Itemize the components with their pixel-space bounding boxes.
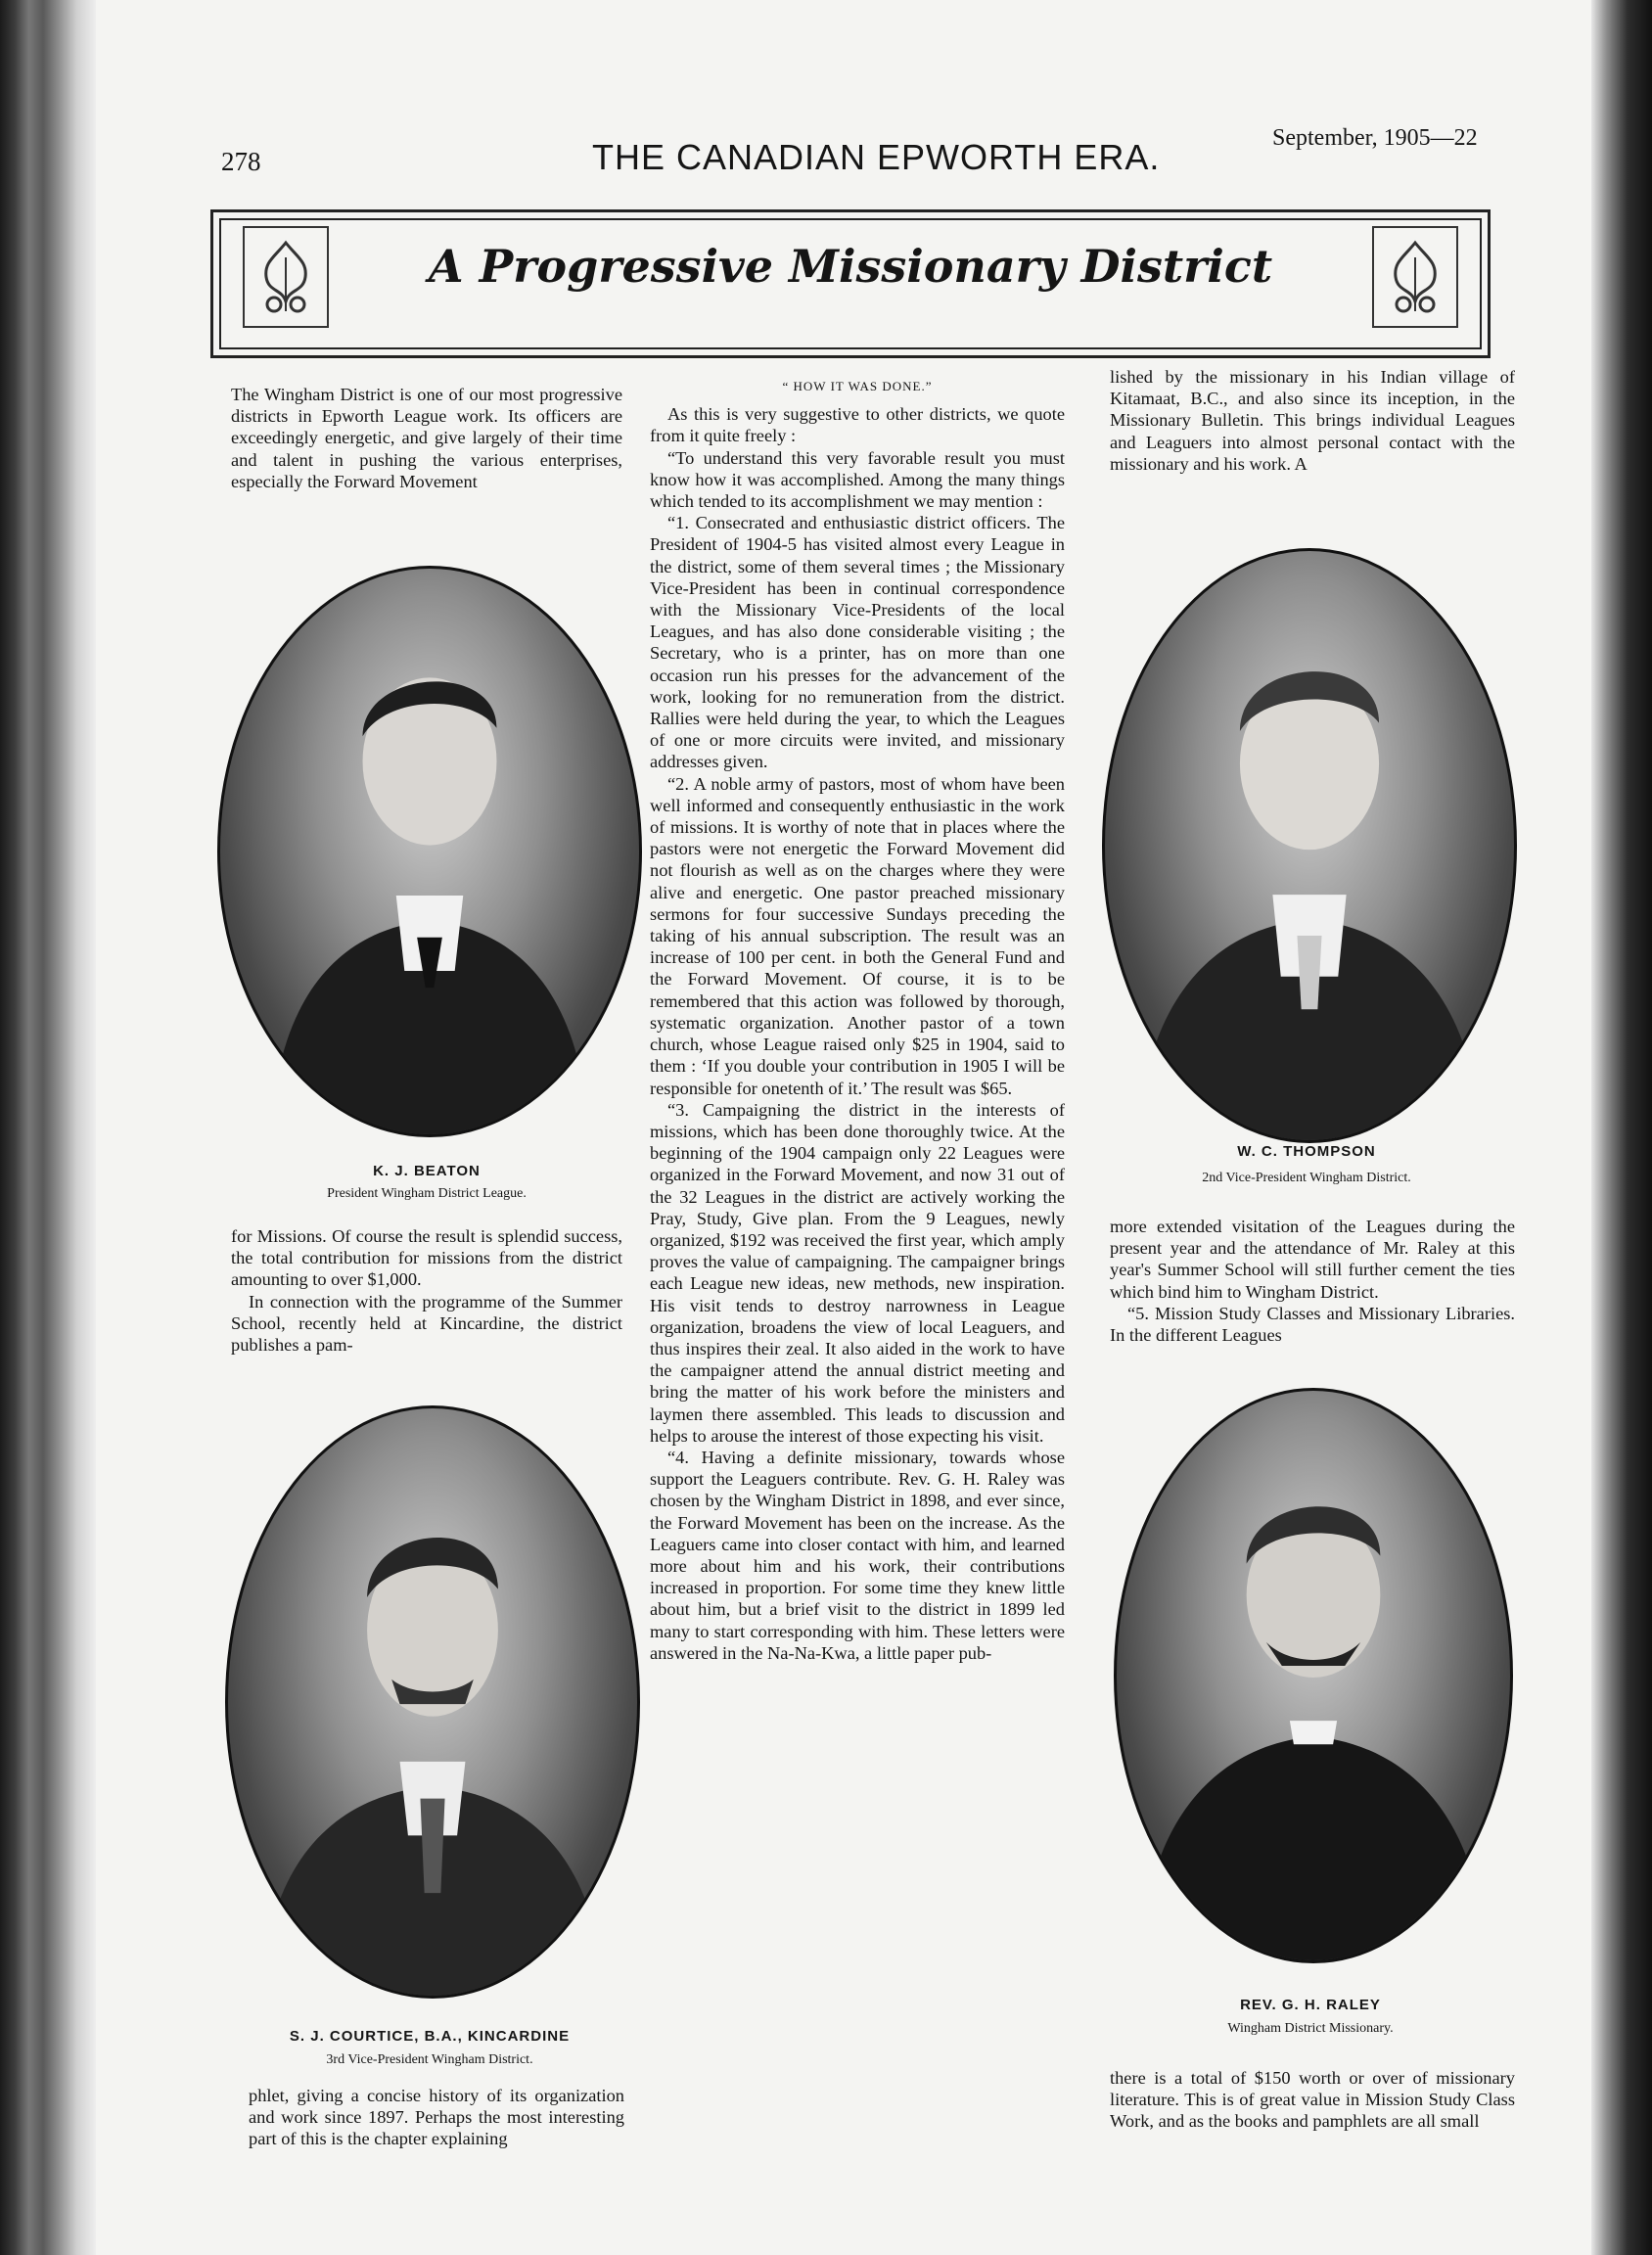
col3-mid: more extended visitation of the Leagues during the present year and the attendance of Mr. Raley at this year's Summer School will still further cement the ties which bind him to Wingham District. “5. Mission Study Classes and Missionary Libraries. In the different Leagues (1110, 1217, 1515, 1346)
col1-end: phlet, giving a concise history of its organization and work since 1897. Perhaps the most interesting part of this is the chapter explaining (249, 2086, 624, 2149)
portrait-raley (1114, 1388, 1513, 1963)
article-title: A Progressive Missionary District (428, 240, 1273, 293)
next-page-edge (1591, 0, 1652, 2255)
caption-role-raley: Wingham District Missionary. (1227, 2021, 1394, 2036)
ornament-right-icon (1372, 226, 1458, 328)
caption-role-thompson: 2nd Vice-President Wingham District. (1202, 1171, 1411, 1185)
caption-role-courtice: 3rd Vice-President Wingham District. (326, 2052, 533, 2067)
portrait-courtice (225, 1405, 640, 1999)
col3-end: there is a total of $150 worth or over of missionary literature. This is of great value in Mission Study Class Work, and as the books and pamphlets are all small (1110, 2068, 1515, 2132)
page-number: 278 (221, 147, 261, 176)
book-spine (0, 0, 96, 2255)
col1-intro: The Wingham District is one of our most progressive districts in Epworth League work. Its officers are exceedingly energetic, and give largely of their time and talent in pushing the various enterprises, especially the Forward Movement (231, 385, 622, 491)
issue-date: September, 1905—22 (1272, 125, 1478, 151)
portrait-beaton (217, 566, 642, 1137)
title-box (210, 209, 1491, 358)
portrait-thompson (1102, 548, 1517, 1143)
journal-title: THE CANADIAN EPWORTH ERA. (592, 137, 1161, 177)
caption-role-beaton: President Wingham District League. (327, 1186, 527, 1201)
caption-name-courtice: S. J. COURTICE, B.A., KINCARDINE (289, 2028, 571, 2045)
col3-intro: lished by the missionary in his Indian village of Kitamaat, B.C., and also since its inception, in the Missionary Bulletin. This brings individual Leagues and Leaguers into almost personal contact with the missionary and his work. A (1110, 367, 1515, 474)
caption-name-raley: REV. G. H. RALEY (1240, 1997, 1381, 2013)
page (96, 0, 1591, 2255)
caption-name-beaton: K. J. BEATON (373, 1163, 481, 1179)
caption-name-thompson: W. C. THOMPSON (1237, 1143, 1376, 1160)
col2-text: “ HOW IT WAS DONE.” As this is very suggestive to other districts, we quote from it quite freely : “To understand this very favorable result you must know how it was accomplished. Among the many things which tended to its accomplishment we may mention : “1. Consecrated and enthusiastic district officers. The President of 1904-5 has visited almost every League in the district, some of them several times ; the Missionary Vice-President has been in continual correspondence with the Missionary Vice-Presidents of the local Leagues, and has also done considerable visiting ; the Secretary, who is a printer, has on more than one occasion run his presses for the advancement of the work, looking for no remuneration from the district. Rallies were held during the year, to which the Leagues of one or more circuits were invited, and missionary addresses given. “2. A noble army of pastors, most of whom have been well informed and consequently enthusiastic in the work of missions. It is worthy of note that in places where the pastors were not energetic the Forward Movement did not flourish as well as on the charges where they were alive and energetic. One pastor preached missionary sermons for four successive Sundays preceding the taking of his annual subscription. The result was an increase of 100 per cent. in both the General Fund and the Forward Movement. Of course, it is to be remembered that this action was followed by thorough, systematic organization. Another pastor of a town church, whose League raised only $25 in 1904, said to them : ‘If you double your contribution in 1905 I will be responsible for onetenth of it.’ The result was $65. “3. Campaigning the district in the interests of missions, which has been done thoroughly twice. At the beginning of the 1904 campaign only 22 Leagues were organized in the Forward Movement, and now 31 out of the 32 Leagues in the district are actively working the Pray, Study, Give plan. From the 9 Leagues, newly organized, $192 was received the first year, which amply proves the value of campaigning. The campaigner brings each League new ideas, new methods, new inspiration. His visit tends to destroy narrowness in League organization, broadens the view of local Leaguers, and thus inspires their zeal. It also aided in the work to have the campaigner attend the annual district meeting and bring the matter of his work before the ministers and laymen there assembled. This leads to discussion and helps to arouse the interest of those expecting his visit. “4. Having a definite missionary, towards whose support the Leaguers contribute. Rev. G. H. Raley was chosen by the Wingham District in 1898, and ever since, the Forward Movement has been on the increase. As the Leaguers came into closer contact with him, and learned more about him and his work, their contributions increased in proportion. For some time they knew little about him, but a brief visit to the district in 1899 led many to start corresponding with him. These letters were answered in the Na-Na-Kwa, a little paper pub- (650, 376, 1065, 1664)
col1-mid: for Missions. Of course the result is splendid success, the total contribution for missions from the district amounting to over $1,000. In connection with the programme of the Summer School, recently held at Kincardine, the district publishes a pam- (231, 1226, 622, 1356)
col2-subhead: “ HOW IT WAS DONE.” (782, 379, 933, 393)
